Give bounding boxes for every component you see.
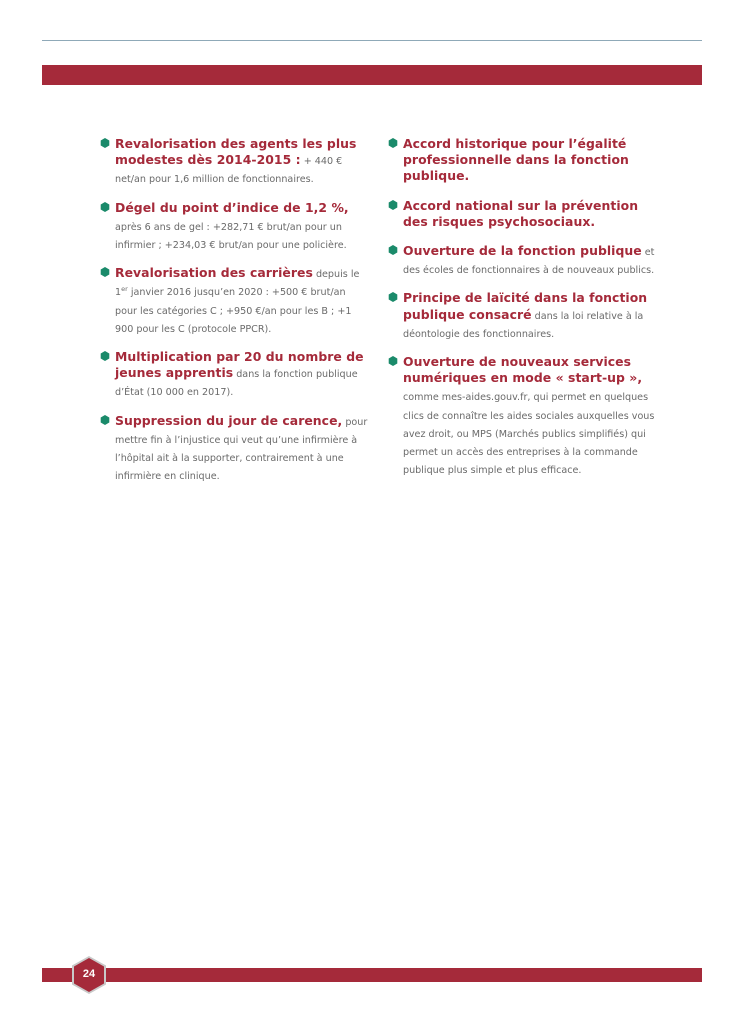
item-description: et des écoles de fonctionnaires à de nouveaux publics. — [403, 247, 655, 277]
hexagon-bullet-icon — [388, 200, 398, 210]
list-item — [100, 348, 368, 401]
item-title: Principe de laïcité dans la fonction publique consacré — [403, 290, 648, 322]
list-item — [388, 289, 656, 342]
hexagon-bullet-icon — [388, 356, 398, 366]
item-title: Revalorisation des agents les plus modestes dès 2014-2015 : — [115, 136, 357, 168]
item-description: dans la fonction publique d’État (10 000 en 2017). — [115, 369, 358, 399]
list-item — [388, 197, 656, 231]
hexagon-bullet-icon — [100, 202, 110, 212]
hexagon-bullet-icon — [388, 292, 398, 302]
item-title: Ouverture de nouveaux services numériques en mode « start-up », — [403, 354, 643, 386]
item-description: après 6 ans de gel : +282,71 € brut/an pour un infirmier ; +234,03 € brut/an pour une policière. — [115, 221, 347, 252]
list-item — [100, 199, 368, 254]
item-title: Suppression du jour de carence, — [115, 412, 343, 428]
list-item — [100, 264, 368, 337]
hexagon-bullet-icon — [388, 138, 398, 148]
item-title: Multiplication par 20 du nombre de jeunes apprentis — [115, 349, 364, 381]
hexagon-bullet-icon — [100, 267, 110, 277]
item-title: Accord historique pour l’égalité professionnelle dans la fonction publique. — [403, 136, 629, 184]
item-description: pour mettre fin à l’injustice qui veut qu’une infirmière à l’hôpital ait à la supporter, contrairement à une infirmière en clinique. — [115, 416, 368, 483]
item-description-prefix: depuis le 1 — [115, 269, 360, 299]
item-description: janvier 2016 jusqu’en 2020 : +500 € brut/an pour les catégories C ; +950 €/an pour les B ; +1 900 pour les C (protocole PPCR). — [115, 287, 352, 335]
list-item — [388, 135, 656, 186]
item-description: + 440 € net/an pour 1,6 million de fonctionnaires. — [115, 156, 343, 186]
hexagon-bullet-icon — [388, 245, 398, 255]
item-title: Dégel du point d’indice de 1,2 %, — [115, 199, 349, 215]
item-title: Revalorisation des carrières — [115, 265, 313, 281]
list-item — [100, 412, 368, 485]
page-number: 24 — [82, 968, 96, 980]
header-band — [42, 65, 702, 85]
ordinal-superscript: er — [121, 285, 128, 294]
item-title: Accord national sur la prévention des risques psychosociaux. — [403, 197, 639, 229]
list-item — [388, 242, 656, 278]
footer-band — [42, 968, 702, 982]
hexagon-bullet-icon — [100, 138, 110, 148]
list-item — [388, 353, 656, 478]
item-description: comme mes-aides.gouv.fr, qui permet en quelques clics de connaître les aides sociales auxquelles vous avez droit, ou MPS (Marchés publics simplifiés) qui permet un accès des entreprises à la commande publique plus simple et plus efficace. — [403, 392, 655, 477]
right-column — [388, 135, 656, 489]
hexagon-bullet-icon — [100, 351, 110, 361]
item-description: dans la loi relative à la déontologie des fonctionnaires. — [403, 310, 644, 340]
hexagon-bullet-icon — [100, 415, 110, 425]
top-divider-line — [42, 40, 702, 41]
list-item — [100, 135, 368, 188]
item-title: Ouverture de la fonction publique — [403, 243, 642, 259]
page-number-badge — [70, 955, 108, 995]
left-column — [100, 135, 368, 495]
